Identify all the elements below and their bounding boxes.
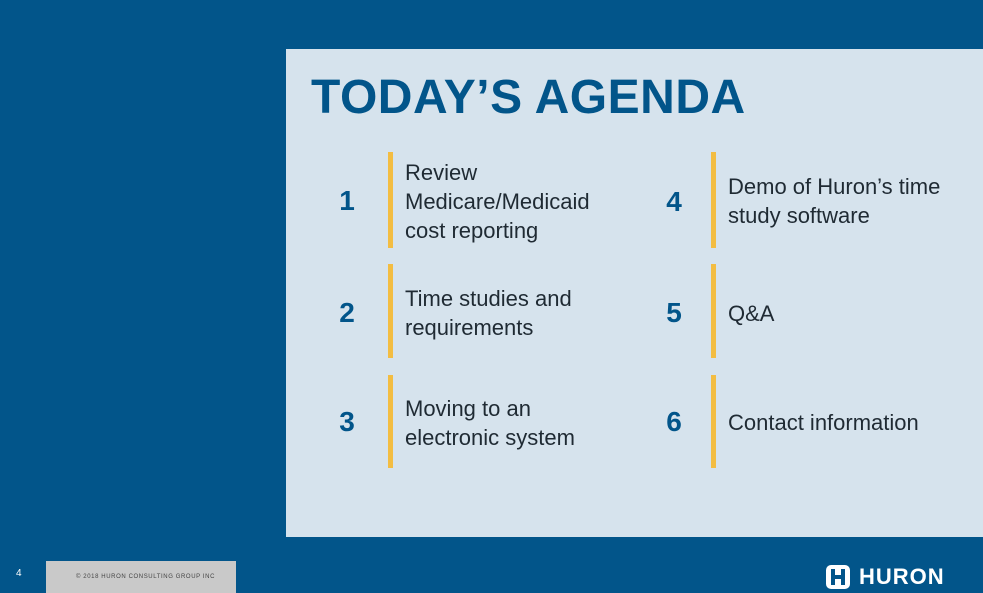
agenda-number-6: 6: [666, 406, 682, 437]
agenda-text-4: Demo of Huron’s time study software: [728, 174, 941, 228]
copyright-text: © 2018 HURON CONSULTING GROUP INC: [76, 574, 216, 580]
logo-text: HURON: [859, 564, 945, 589]
agenda-divider-3: [388, 375, 393, 468]
agenda-number-1: 1: [339, 185, 355, 216]
agenda-number-5: 5: [666, 297, 682, 328]
agenda-text-3: Moving to an electronic system: [405, 396, 575, 450]
agenda-text-1: Review Medicare/Medicaid cost reporting: [405, 160, 590, 243]
agenda-number-2: 2: [339, 297, 355, 328]
agenda-number-3: 3: [339, 406, 355, 437]
agenda-number-4: 4: [666, 186, 682, 217]
agenda-text-2: Time studies and requirements: [405, 286, 572, 340]
huron-logo: [825, 564, 945, 590]
agenda-divider-6: [711, 375, 716, 468]
huron-logo-icon: [825, 564, 851, 590]
agenda-divider-4: [711, 152, 716, 248]
agenda-text-5: Q&A: [728, 301, 775, 326]
agenda-text-6: Contact information: [728, 410, 919, 435]
agenda-divider-2: [388, 264, 393, 358]
agenda-divider-5: [711, 264, 716, 358]
agenda-divider-1: [388, 152, 393, 248]
page-number: 4: [16, 568, 22, 579]
page-title: TODAY’S AGENDA: [311, 71, 746, 124]
